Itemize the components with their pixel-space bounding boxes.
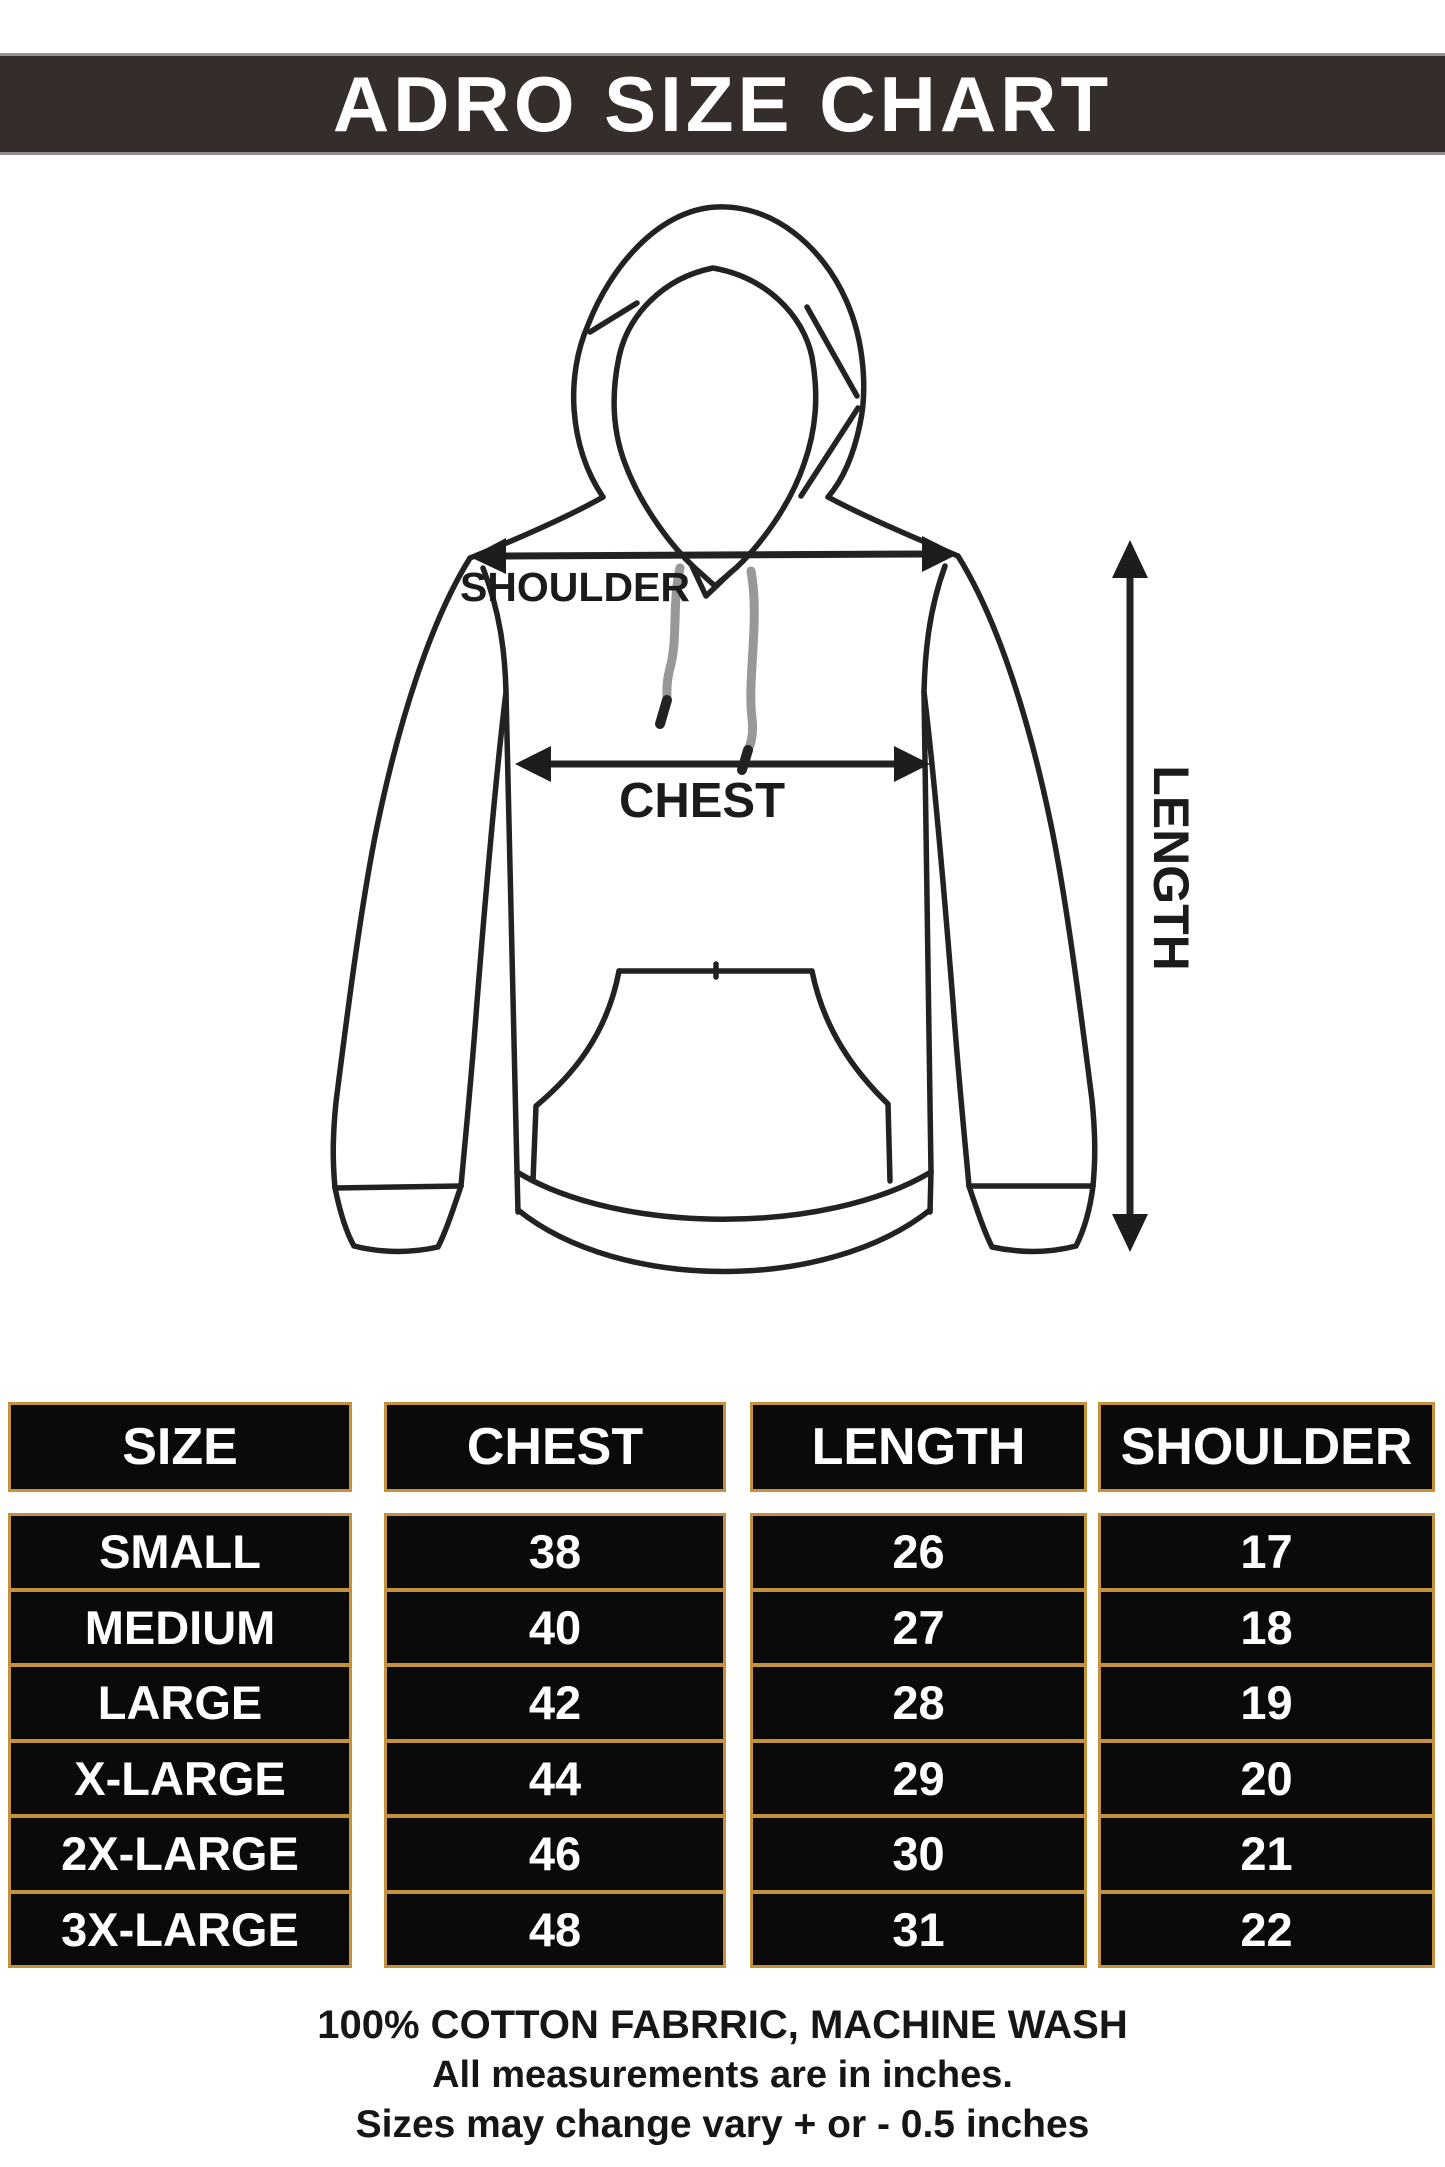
table-cell: 40 xyxy=(387,1592,723,1668)
kangaroo-pocket xyxy=(533,964,890,1181)
table-cell: 48 xyxy=(528,1902,582,1956)
page-title: ADRO SIZE CHART xyxy=(332,59,1113,148)
table-header-size-label: SIZE xyxy=(122,1418,238,1476)
table-cell: 17 xyxy=(1101,1516,1432,1592)
table-cell: 42 xyxy=(387,1667,723,1743)
torso-outline xyxy=(483,566,945,1172)
table-cell: LARGE xyxy=(11,1667,349,1743)
table-cell: 30 xyxy=(753,1818,1084,1894)
table-column-size xyxy=(8,1513,352,1968)
table-cell: 19 xyxy=(1101,1667,1432,1743)
table-cell: 38 xyxy=(387,1516,723,1592)
table-cell: 18 xyxy=(1101,1592,1432,1668)
table-cell: 2X-LARGE xyxy=(11,1818,349,1894)
table-column-shoulder xyxy=(1098,1513,1435,1968)
measurement-unit-note: All measurements are in inches. xyxy=(432,2054,1013,2096)
length-label: LENGTH xyxy=(1143,765,1199,971)
table-cell: 22 xyxy=(1240,1902,1293,1956)
table-cell: 44 xyxy=(387,1743,723,1819)
table-cell: 28 xyxy=(753,1667,1084,1743)
table-cell: 26 xyxy=(753,1516,1084,1592)
table-column-chest xyxy=(384,1513,726,1968)
table-cell: MEDIUM xyxy=(11,1592,349,1668)
left-sleeve xyxy=(333,558,506,1251)
table-column-length xyxy=(750,1513,1087,1968)
table-cell: X-LARGE xyxy=(11,1743,349,1819)
table-cell: 27 xyxy=(753,1592,1084,1668)
table-cell: SMALL xyxy=(11,1516,349,1592)
table-header-chest-label: CHEST xyxy=(466,1418,644,1476)
table-cell: 3X-LARGE xyxy=(61,1902,299,1956)
hem-band xyxy=(517,1172,931,1272)
table-cell: 21 xyxy=(1101,1818,1432,1894)
table-cell: 46 xyxy=(387,1818,723,1894)
right-sleeve xyxy=(924,556,1095,1251)
shoulder-seams xyxy=(470,497,958,558)
length-arrow xyxy=(1112,540,1148,1252)
table-header-shoulder-label: SHOULDER xyxy=(1120,1418,1413,1476)
table-header-shoulder xyxy=(1098,1402,1435,1492)
table-header-chest xyxy=(384,1402,726,1492)
tolerance-note: Sizes may change vary + or - 0.5 inches xyxy=(355,2103,1090,2146)
table-cell: 31 xyxy=(892,1902,945,1956)
shoulder-label: SHOULDER xyxy=(459,564,691,610)
table-header-length-label: LENGTH xyxy=(811,1418,1026,1476)
hood-outline xyxy=(574,207,864,596)
chest-label: CHEST xyxy=(618,774,786,828)
table-cell: 20 xyxy=(1101,1743,1432,1819)
table-cell: 29 xyxy=(753,1743,1084,1819)
fabric-note: 100% COTTON FABRRIC, MACHINE WASH xyxy=(317,2003,1128,2047)
table-header-length xyxy=(750,1402,1087,1492)
table-header-size xyxy=(8,1402,352,1492)
